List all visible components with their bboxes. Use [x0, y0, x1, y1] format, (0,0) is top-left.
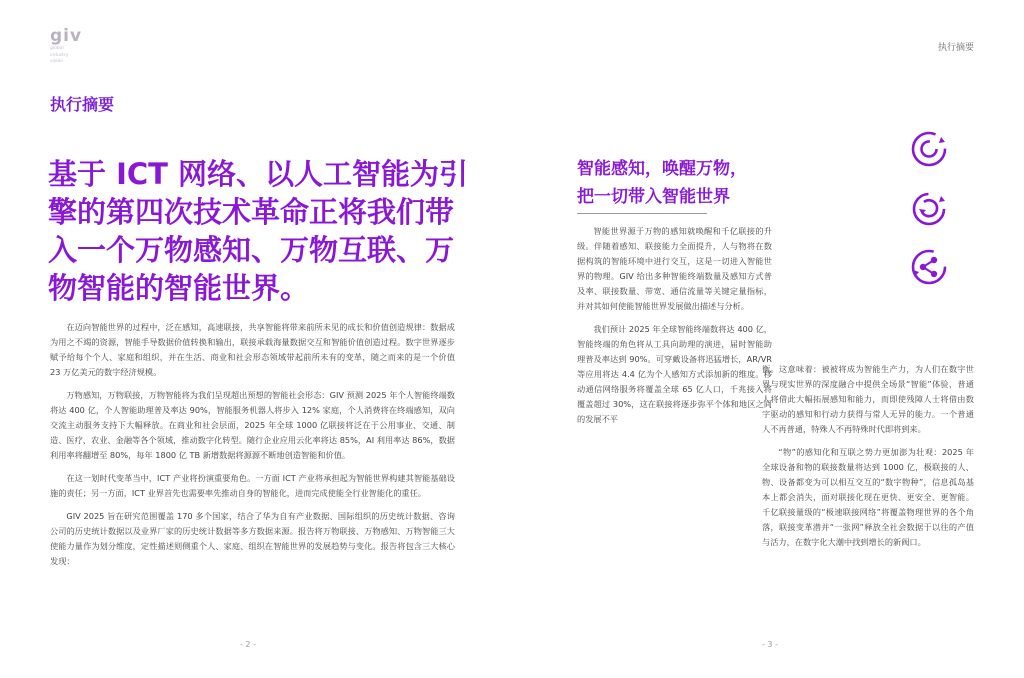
logo-mark: giv	[50, 26, 83, 46]
paragraph: 万物感知，万物联接，万物智能将为我们呈现超出预想的智能社会形态：GIV 预测 2025 年个人智能终端数将达 400 亿，个人智能助理普及率达 90%，智能服务机器人将步入 12% 家庭，个人消费将在终端感知，双向交流主动服务支持下大幅释放。在商业和社会层面，2025 年全球 1000 亿联接将泛在于公用事业、交通、制造、医疗、农业、金融等各个领域，推动数字化转型。随行企业应用云化率将达 85%，AI 利用率达 86%，数据利用率将翻增至 80%，每年 1800 亿 TB 新增数据将源源不断地创造智能和价值。	[50, 390, 455, 460]
divider	[577, 213, 707, 214]
logo-sub-line: vision	[50, 59, 64, 64]
left-body-text	[50, 320, 455, 577]
sub-title	[577, 155, 747, 211]
refresh-circle-icon	[910, 130, 948, 168]
paragraph: “物”的感知化和互联之势力更加澎为壮观：2025 年全球设备和物的联接数量将达到 1000 亿，极联接的人、物、设备都变为可以相互交互的“数字物种”，信息孤岛基本上都会消失，面对联接化现在更快、更安全、更智能。千亿联接量级的“极速联接网络”将覆盖物理世界的各个角落，联接变革潜并“一张网”释放全社会数据于以往的产值与活力，在数字化大潮中找到增长的新阀口。	[762, 447, 974, 547]
headline: 基于 ICT 网络、以人工智能为引擎的第四次技术革命正将我们带入一个万物感知、万物互联、万物智能的智能世界。	[48, 157, 469, 305]
right-col1-text	[577, 224, 772, 435]
sub-title-line: 把一切带入智能世界	[577, 187, 730, 207]
paragraph: 在这一划时代变革当中，ICT 产业将扮演重要角色。一方面 ICT 产业将承担起为智能世界构建其智能基础设施的责任；另一方面，ICT 业界首先也需要率先推动自身的智能化，进而完成使能全行业智能化的重任。	[50, 473, 455, 498]
paragraph: 衡。这意味着：被被将成为智能生产力，为人们在数字世界与现实世界的深度融合中提供全场景“智能”体验，普通人将借此大幅拓展感知和能力，而即使残障人士将借由数字驱动的感知和行动力获得与常人无异的能力。一个普通人不再普通，特殊人不再特殊时代即将到来。	[762, 364, 974, 434]
page-number: - 2 -	[240, 640, 256, 649]
giv-logo	[50, 28, 82, 65]
sub-title-line: 智能感知，唤醒万物，	[577, 159, 747, 179]
logo-sub-line: global	[50, 46, 64, 51]
right-col2-text	[762, 362, 974, 558]
cycle-arrows-icon	[910, 190, 948, 228]
paragraph: GIV 2025 旨在研究范围覆盖 170 多个国家，结合了华为自有产业数据、国际组织的历史统计数据、咨询公司的历史统计数据以及业界厂家的历史统计数据等多方数据来源。报告将万物联接、万物感知、万物智能三大使能力量作为划分维度，定性描述则侧重个人、家庭、组织在智能世界的发展趋势与变化。报告将包含三大核心发现：	[50, 511, 455, 566]
paragraph: 在迈向智能世界的过程中，泛在感知，高速联接，共享智能将带来前所未见的成长和价值创造规律：数据成为用之不竭的资源，智能手导数据价值转换和输出，联接承载海量数据交互和智能价值创造过程。数字世界逐步赋予给每个个人、家庭和组织，并在生活、商业和社会形态领域带起前所未有的变革，随之而来的是一个价值 23 万亿美元的数字经济规模。	[50, 322, 455, 377]
header-label: 执行摘要	[937, 43, 974, 53]
paragraph: 我们预计 2025 年全球智能终端数将达 400 亿，智能终端的角色将从工具向助理的演进，届时智能助理普及率达到 90%。可穿戴设备将迅猛增长，AR/VR 等应用将达 4.4 亿为个人感知方式添加新的维度。移动通信网络服务将覆盖全球 65 亿人口，千兆接入将覆盖超过 30%，这在联接将逐步弥平个体和地区之间的发展不平	[577, 324, 772, 424]
logo-sub-line: industry	[50, 52, 69, 58]
section-title: 执行摘要	[50, 95, 115, 114]
page-number: - 3 -	[762, 640, 778, 649]
paragraph: 智能世界源于万物的感知就唤醒和千亿联接的升级。伴随着感知、联接能力全面提升，人与物将在数据构筑的智能环境中进行交互，这是一切进入智能世界的物理。GIV 给出多种智能终端数量及感知方式普及率、联接数量、带宽、通信流量等关键定量指标，并对其如何使能智能世界发展做出描述与分析。	[577, 226, 772, 311]
share-nodes-icon	[910, 248, 948, 286]
right-page	[512, 0, 1024, 678]
